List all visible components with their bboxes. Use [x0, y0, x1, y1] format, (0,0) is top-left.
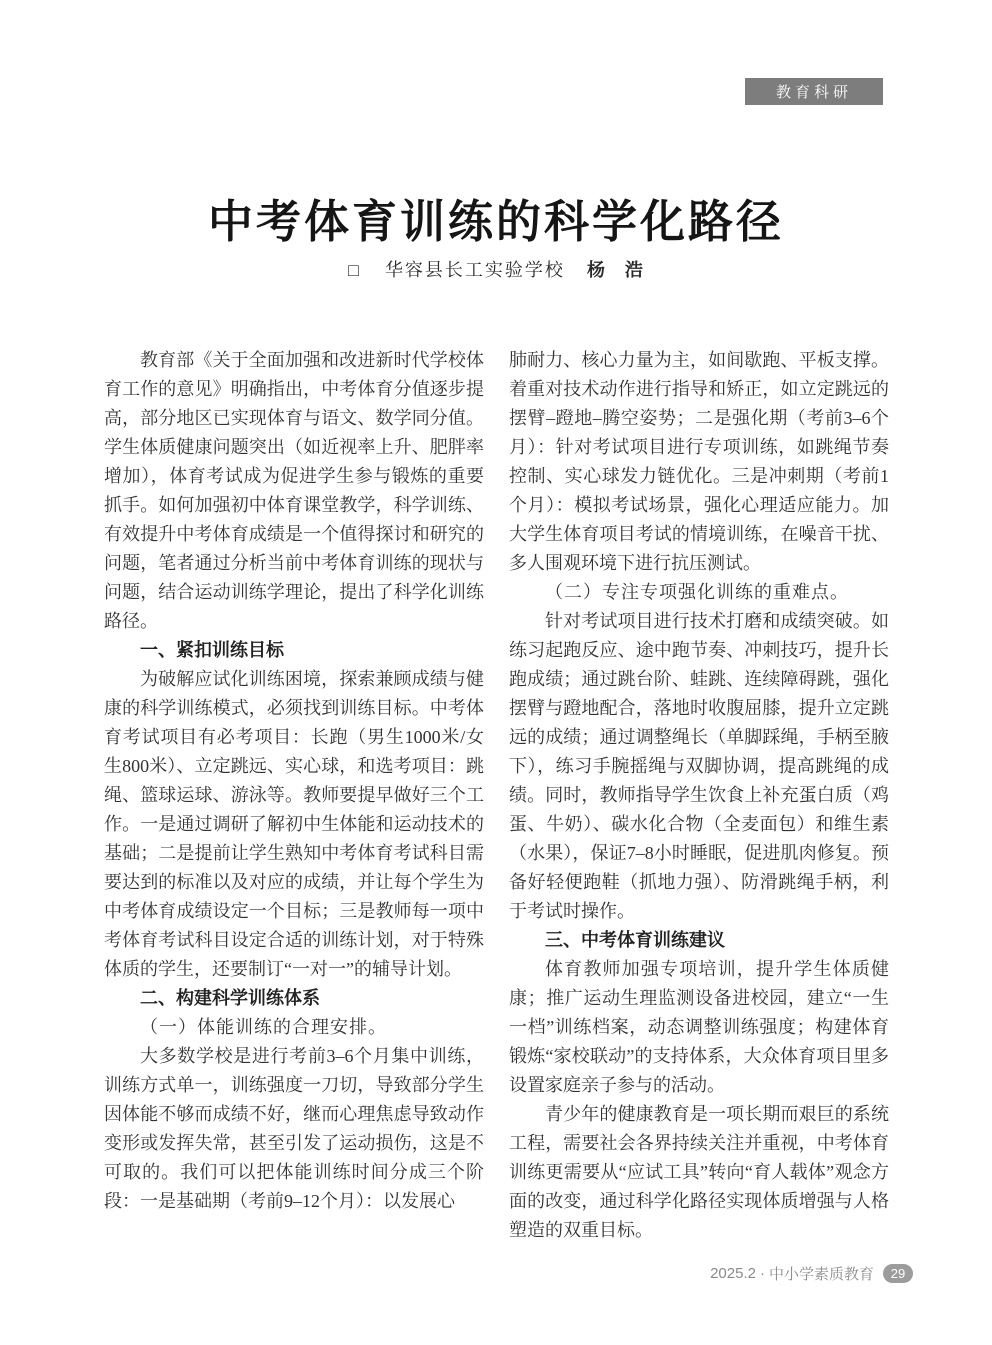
- page-number-badge: 29: [883, 1264, 913, 1283]
- footer-separator-dot-icon: ·: [759, 1265, 765, 1282]
- section-badge: 教育科研: [745, 78, 883, 105]
- paragraph-fitness-phases: 大多数学校是进行考前3–6个月集中训练，训练方式单一，训练强度一刀切，导致部分学生因体能不够而成绩不好，继而心理焦虑导致动作变形或发挥失常，甚至引发了运动损伤，这是不可取的。我们可以把体能训练时间分成三个阶段：一是基础期（考前9–12个月）：以发展心: [104, 1046, 484, 1211]
- left-column: [104, 346, 484, 1216]
- subsection-heading-2-1: （一）体能训练的合理安排。: [140, 1017, 387, 1037]
- section-heading-3: 三、中考体育训练建议: [545, 930, 725, 950]
- page-footer: [710, 1263, 913, 1284]
- section-heading-1: 一、紧扣训练目标: [140, 640, 284, 660]
- right-column: [509, 346, 889, 1245]
- paragraph-training-goals: 为破解应试化训练困境，探索兼顾成绩与健康的科学训练模式，必须找到训练目标。中考体育考试项目有必考项目：长跑（男生1000米/女生800米）、立定跳远、实心球，和选考项目：跳绳、篮球运球、游泳等。教师要提早做好三个工作。一是通过调研了解初中生体能和运动技术的基础；二是提前让学生熟知中考体育考试科目需要达到的标准以及对应的成绩，并让每个学生为中考体育成绩设定一个目标；三是教师每一项中考体育考试科目设定合适的训练计划，对于特殊体质的学生，还要制订“一对一”的辅导计划。: [104, 669, 484, 979]
- footer-journal-name: 中小学素质教育: [768, 1266, 874, 1283]
- byline: [0, 256, 992, 282]
- subsection-heading-2-2: （二）专注专项强化训练的重难点。: [545, 582, 849, 602]
- paragraph-intro: 教育部《关于全面加强和改进新时代学校体育工作的意见》明确指出，中考体育分值逐步提高，部分地区已实现体育与语文、数学同分值。学生体质健康问题突出（如近视率上升、肥胖率增加），体育考试成为促进学生参与锻炼的重要抓手。如何加强初中体育课堂教学，科学训练、有效提升中考体育成绩是一个值得探讨和研究的问题，笔者通过分析当前中考体育训练的现状与问题，结合运动训练学理论，提出了科学化训练路径。: [104, 350, 484, 631]
- author-affiliation: 华容县长工实验学校: [384, 260, 565, 280]
- section-heading-2: 二、构建科学训练体系: [140, 988, 320, 1008]
- author-name: 杨 浩: [586, 260, 644, 280]
- paragraph-fitness-phases-continued: 肺耐力、核心力量为主，如间歇跑、平板支撑。着重对技术动作进行指导和矫正，如立定跳远的摆臂–蹬地–腾空姿势；二是强化期（考前3–6个月）：针对考试项目进行专项训练，如跳绳节奏控制、实心球发力链优化。三是冲刺期（考前1个月）：模拟考试场景，强化心理适应能力。加大学生体育项目考试的情境训练，在噪音干扰、多人围观环境下进行抗压测试。: [509, 350, 889, 573]
- author-marker-square-icon: □: [348, 260, 359, 280]
- paragraph-special-training: 针对考试项目进行技术打磨和成绩突破。如练习起跑反应、途中跑节奏、冲刺技巧，提升长跑成绩；通过跳台阶、蛙跳、连续障碍跳，强化摆臂与蹬地配合，落地时收腹屈膝，提升立定跳远的成绩；通过调整绳长（单脚踩绳，手柄至腋下），练习手腕摇绳与双脚协调，提高跳绳的成绩。同时，教师指导学生饮食上补充蛋白质（鸡蛋、牛奶）、碳水化合物（全麦面包）和维生素（水果），保证7–8小时睡眠，促进肌肉修复。预备好轻便跑鞋（抓地力强）、防滑跳绳手柄，利于考试时操作。: [509, 611, 889, 921]
- paragraph-suggestions: 体育教师加强专项培训，提升学生体质健康；推广运动生理监测设备进校园，建立“一生一档”训练档案，动态调整训练强度；构建体育锻炼“家校联动”的支持体系，大众体育项目里多设置家庭亲子参与的活动。: [509, 959, 889, 1095]
- footer-issue: 2025.2: [710, 1265, 756, 1282]
- article-title: 中考体育训练的科学化路径: [207, 197, 784, 247]
- paragraph-conclusion: 青少年的健康教育是一项长期而艰巨的系统工程，需要社会各界持续关注并重视，中考体育训练更需要从“应试工具”转向“育人载体”观念方面的改变，通过科学化路径实现体质增强与人格塑造的双重目标。: [509, 1104, 889, 1240]
